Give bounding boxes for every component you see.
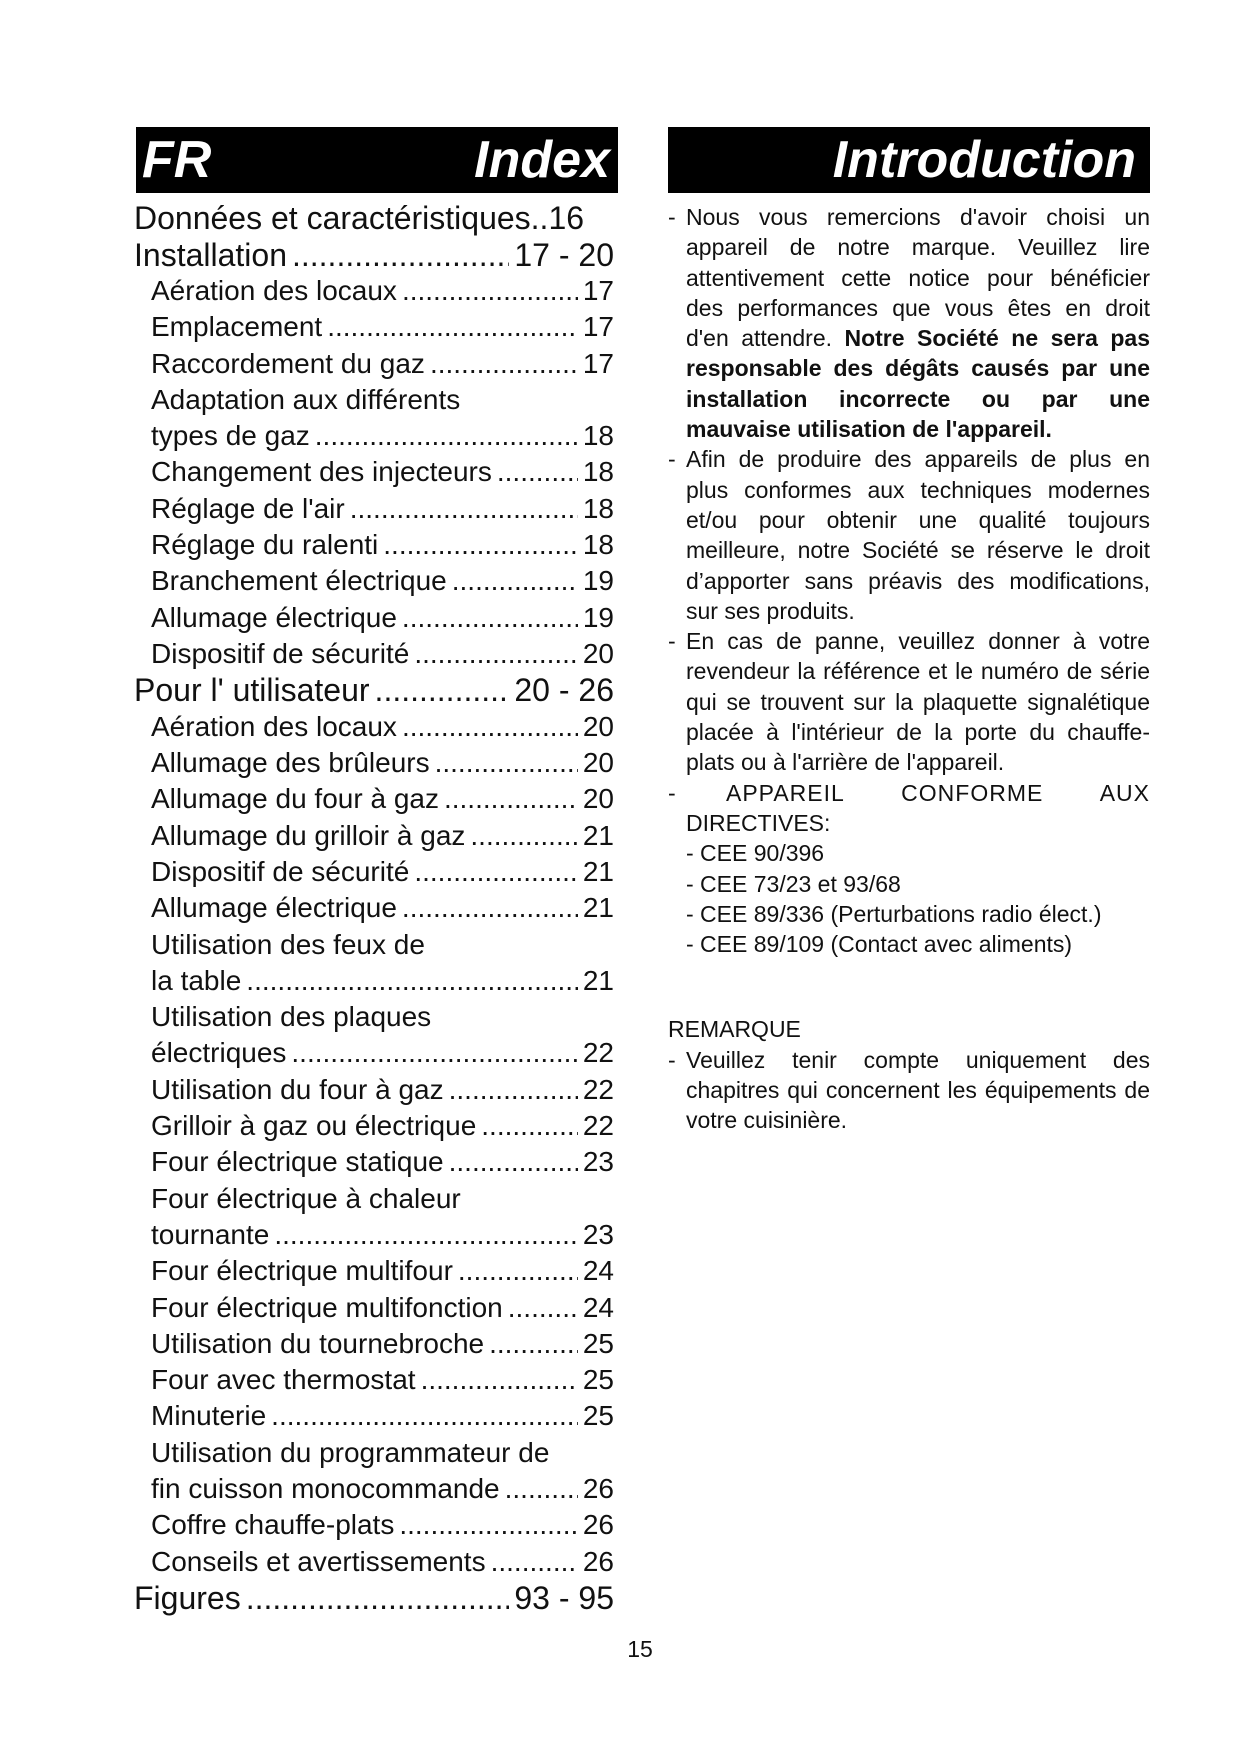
toc-entry — [134, 1326, 614, 1362]
toc-label: électriques — [151, 1037, 287, 1069]
toc-label: Adaptation aux différents — [151, 383, 461, 415]
toc-page: 18 — [582, 492, 614, 524]
toc-page: 25 — [582, 1327, 614, 1359]
toc-entry — [134, 346, 614, 382]
toc-page: 93 - 95 — [514, 1579, 614, 1616]
toc-label: Aération des locaux — [151, 275, 397, 306]
introduction-title: Introduction — [832, 131, 1136, 189]
toc-leader — [452, 563, 578, 599]
toc-page: 26 — [582, 1545, 614, 1577]
table-of-contents — [134, 200, 614, 1616]
toc-page: 17 — [582, 347, 614, 379]
introduction-text — [668, 202, 1150, 1136]
remark-paragraph: - Veuillez tenir compte uniquement des chapitres qui concernent les équipements de votre cuisinière. — [668, 1046, 1150, 1134]
toc-entry — [134, 636, 614, 672]
toc-label: Four électrique à chaleur — [151, 1182, 461, 1214]
toc-label: Branchement électrique — [151, 565, 447, 597]
toc-leader — [315, 418, 578, 454]
toc-label: la table — [151, 964, 242, 996]
toc-entry — [134, 1108, 614, 1144]
toc-label: Allumage électrique — [151, 601, 397, 633]
toc-label: Utilisation du programmateur de — [151, 1436, 550, 1468]
toc-leader — [246, 963, 578, 999]
toc-leader — [435, 745, 578, 781]
toc-section — [134, 200, 614, 237]
toc-label: Grilloir à gaz ou électrique — [151, 1110, 477, 1142]
toc-page: 17 — [582, 311, 614, 343]
toc-leader — [505, 1471, 578, 1507]
toc-page: 21 — [582, 855, 614, 887]
toc-page: 24 — [582, 1255, 614, 1287]
toc-label: Allumage électrique — [151, 892, 397, 924]
intro-paragraph-1: - Nous vous remercions d'avoir choisi un appareil de notre marque. Veuillez lire attentivement cette notice pour bénéficier des performances que vous êtes en droit d'en attendre. Notre Société ne sera pas responsable des dégâts causés par une installation incorrecte ou par une mauvaise utilisation de l'appareil. — [668, 204, 1150, 443]
toc-label: Four électrique multifour — [151, 1255, 453, 1287]
toc-label: Utilisation du four à gaz — [151, 1073, 444, 1105]
toc-entry — [134, 927, 614, 963]
toc-entry — [134, 781, 614, 817]
toc-entry — [134, 999, 614, 1035]
toc-page: 21 — [582, 892, 614, 924]
toc-entry — [134, 818, 614, 854]
toc-entry — [134, 1290, 614, 1326]
toc-entry — [134, 745, 614, 781]
toc-entry — [134, 1035, 614, 1071]
toc-leader — [383, 527, 578, 563]
toc-entry — [134, 1507, 614, 1543]
toc-label: Four avec thermostat — [151, 1364, 416, 1396]
toc-label: Minuterie — [151, 1400, 267, 1432]
toc-entry — [134, 563, 614, 599]
toc-leader — [291, 1035, 577, 1071]
toc-leader — [271, 1398, 578, 1434]
toc-entry — [134, 1072, 614, 1108]
toc-leader — [430, 346, 578, 382]
toc-entry — [134, 854, 614, 890]
directives-heading: - APPAREIL CONFORME AUX — [668, 779, 1150, 806]
directives-heading-cont: DIRECTIVES: — [686, 809, 831, 836]
intro-paragraph-3: - En cas de panne, veuillez donner à votre revendeur la référence et le numéro de série qui se trouvent sur la plaquette signalétique placée à l'intérieur de la porte du chauffe-plats ou à l'arrière de l'appareil. — [668, 628, 1150, 776]
toc-leader — [458, 1253, 578, 1289]
toc-page: 17 - 20 — [514, 236, 614, 273]
remark-title: REMARQUE — [668, 1016, 801, 1043]
toc-label: Utilisation des feux de — [151, 928, 425, 960]
toc-leader — [402, 709, 578, 745]
index-title: Index — [474, 131, 610, 189]
toc-entry — [134, 418, 614, 454]
toc-page: 18 — [582, 456, 614, 488]
toc-leader — [402, 273, 578, 309]
toc-entry — [134, 1362, 614, 1398]
toc-leader — [350, 491, 578, 527]
toc-entry — [134, 600, 614, 636]
toc-leader — [497, 454, 578, 490]
toc-leader — [449, 1072, 578, 1108]
toc-leader — [489, 1326, 578, 1362]
page-number: 15 — [627, 1636, 653, 1662]
toc-page: 25 — [582, 1364, 614, 1396]
directive-item: - CEE 89/109 (Contact avec aliments) — [686, 931, 1073, 958]
toc-label: Emplacement — [151, 311, 323, 343]
toc-page: 22 — [582, 1110, 614, 1142]
directive-item: - CEE 90/396 — [686, 840, 825, 867]
toc-entry — [134, 491, 614, 527]
toc-entry — [134, 527, 614, 563]
toc-page: 21 — [582, 819, 614, 851]
toc-entry — [134, 1398, 614, 1434]
toc-label: Conseils et avertissements — [151, 1545, 486, 1577]
toc-label: Figures — [134, 1579, 241, 1616]
toc-label: Raccordement du gaz — [151, 347, 425, 379]
toc-label: Coffre chauffe-plats — [151, 1509, 395, 1541]
toc-leader — [375, 672, 510, 709]
toc-leader — [402, 600, 578, 636]
toc-label: Installation — [134, 236, 287, 273]
toc-label: Four électrique multifonction — [151, 1291, 503, 1323]
language-code: FR — [142, 131, 212, 189]
directive-item: - CEE 89/336 (Perturbations radio élect.) — [686, 900, 1102, 927]
toc-label: Allumage du grilloir à gaz — [151, 819, 466, 851]
intro-paragraph-2: - Afin de produire des appareils de plus en plus conformes aux techniques modernes et/ou pour obtenir une qualité toujours meilleure, notre Société se réserve le droit d’apporter sans préavis des modifications, sur ses produits. — [668, 446, 1150, 624]
toc-label: Allumage des brûleurs — [151, 747, 430, 779]
toc-leader — [414, 854, 578, 890]
toc-label: Utilisation du tournebroche — [151, 1327, 485, 1359]
toc-entry — [134, 309, 614, 345]
toc-page: 20 — [582, 637, 614, 669]
toc-section — [134, 237, 614, 274]
toc-leader — [274, 1217, 578, 1253]
toc-leader — [470, 818, 577, 854]
toc-entry — [134, 1544, 614, 1580]
toc-leader — [327, 309, 578, 345]
toc-page: 20 - 26 — [514, 672, 614, 709]
toc-entry — [134, 1435, 614, 1471]
toc-section — [134, 1580, 614, 1617]
index-header — [136, 127, 618, 193]
toc-label: Réglage de l'air — [151, 492, 345, 524]
toc-page: 19 — [582, 565, 614, 597]
toc-label: Allumage du four à gaz — [151, 783, 439, 815]
toc-page: 21 — [582, 964, 614, 996]
toc-leader — [399, 1507, 578, 1543]
directive-item: - CEE 73/23 et 93/68 — [686, 870, 901, 897]
toc-leader — [449, 1144, 578, 1180]
toc-label: types de gaz — [151, 420, 310, 452]
toc-entry — [134, 1217, 614, 1253]
toc-label: Utilisation des plaques — [151, 1001, 432, 1033]
toc-page: 20 — [582, 747, 614, 779]
toc-entry — [134, 1181, 614, 1217]
toc-leader — [491, 1544, 578, 1580]
toc-label: Aération des locaux — [151, 710, 397, 742]
toc-label: Dispositif de sécurité — [151, 637, 410, 669]
toc-page: 18 — [582, 420, 614, 452]
toc-label: tournante — [151, 1218, 270, 1250]
liability-notice: Notre Société ne sera pas responsable des dégâts causés par une installation incorrecte ou par une mauvaise utilisation de l'appareil. — [686, 325, 1150, 443]
toc-leader — [292, 237, 509, 274]
toc-leader — [414, 636, 578, 672]
toc-label: Données et caractéristiques..16 — [134, 200, 585, 236]
toc-label: Four électrique statique — [151, 1146, 444, 1178]
toc-leader — [444, 781, 578, 817]
toc-page: 19 — [582, 601, 614, 633]
toc-leader — [481, 1108, 578, 1144]
toc-entry — [134, 709, 614, 745]
toc-label: Dispositif de sécurité — [151, 855, 410, 887]
toc-entry — [134, 1253, 614, 1289]
toc-entry — [134, 454, 614, 490]
toc-page: 20 — [582, 783, 614, 815]
directives-list — [668, 838, 1150, 959]
toc-page: 18 — [582, 529, 614, 561]
toc-label: Réglage du ralenti — [151, 529, 379, 561]
toc-entry — [134, 963, 614, 999]
toc-page: 26 — [582, 1509, 614, 1541]
introduction-header — [668, 127, 1150, 193]
toc-page: 23 — [582, 1218, 614, 1250]
toc-leader — [421, 1362, 578, 1398]
toc-entry — [134, 1471, 614, 1507]
toc-entry — [134, 890, 614, 926]
toc-leader — [246, 1580, 510, 1617]
toc-entry — [134, 382, 614, 418]
toc-page: 17 — [582, 275, 614, 306]
toc-page: 22 — [582, 1037, 614, 1069]
toc-label: fin cuisson monocommande — [151, 1473, 500, 1504]
toc-label: Pour l' utilisateur — [134, 672, 370, 709]
toc-section — [134, 672, 614, 709]
toc-entry — [134, 273, 614, 309]
toc-page: 20 — [582, 710, 614, 742]
toc-page: 24 — [582, 1291, 614, 1323]
toc-leader — [508, 1290, 578, 1326]
toc-page: 26 — [582, 1473, 614, 1504]
toc-page: 22 — [582, 1073, 614, 1105]
toc-leader — [402, 890, 578, 926]
toc-label: Changement des injecteurs — [151, 456, 492, 488]
toc-page: 23 — [582, 1146, 614, 1178]
toc-page: 25 — [582, 1400, 614, 1432]
toc-entry — [134, 1144, 614, 1180]
